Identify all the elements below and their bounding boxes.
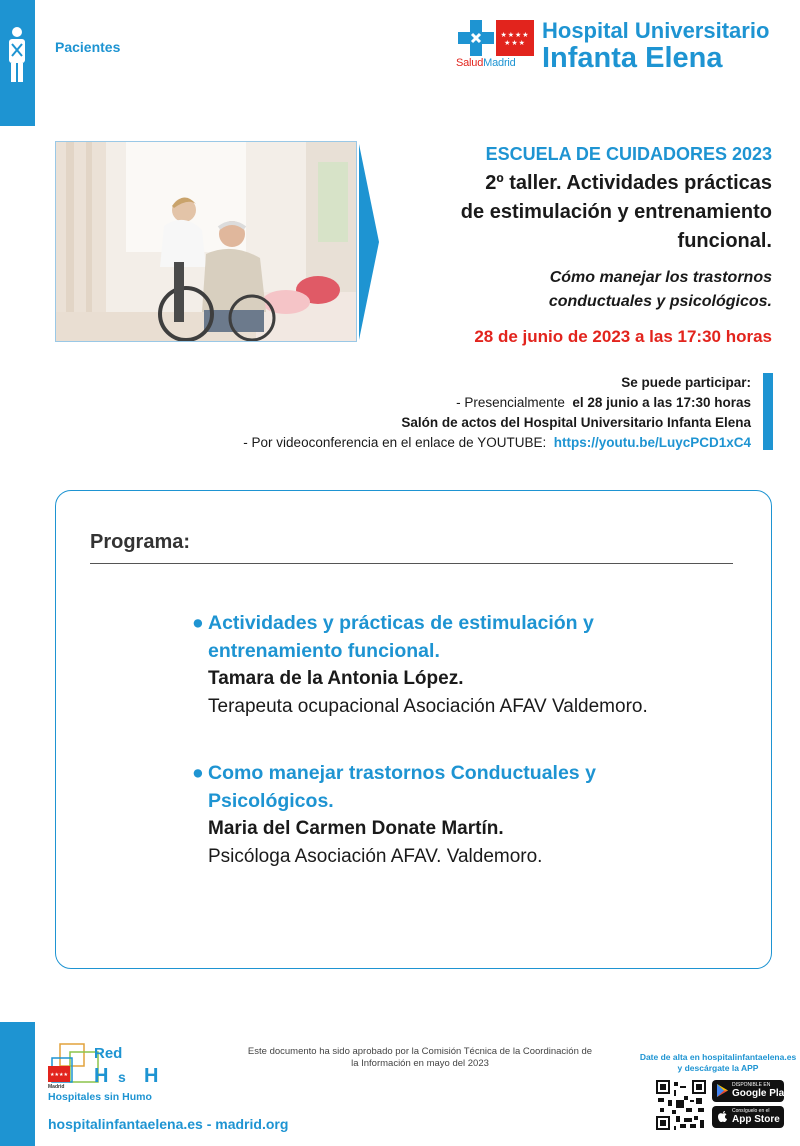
event-date: 28 de junio de 2023 a las 17:30 horas <box>474 327 772 346</box>
hsh-name-text: Hospitales sin Humo <box>48 1091 152 1103</box>
participation-heading: Se puede participar: <box>621 375 751 390</box>
workshop-subtitle <box>372 266 772 314</box>
workshop-title <box>372 169 772 256</box>
app-store-button[interactable]: Consíguelo en el App Store <box>712 1106 784 1128</box>
workshop-title-line3: funcional. <box>677 230 772 252</box>
approval-note: Este documento ha sido aprobado por la Comisión Técnica de la Coordinación de la Información en mayo del 2023 <box>247 1046 593 1069</box>
svg-text:★★★★: ★★★★ <box>50 1072 68 1078</box>
bullet-icon: ● <box>192 612 204 634</box>
app-signup-note: Date de alta en hospitalinfantaelena.es y descárgate la APP <box>639 1052 797 1073</box>
hsh-s-text: s <box>118 1069 126 1085</box>
hospital-name-line1: Hospital Universitario <box>542 18 770 43</box>
left-blue-strip-top <box>0 0 35 126</box>
school-title: ESCUELA DE CUIDADORES 2023 <box>485 144 772 164</box>
participation-info <box>111 373 751 453</box>
madrid-flag-icon: ★★★★ ★★★ <box>496 20 534 56</box>
footer-site-link[interactable]: hospitalinfantaelena.es - madrid.org <box>48 1116 289 1132</box>
hsh-red-text: Red <box>94 1045 123 1062</box>
video-line: - Por videoconferencia en el enlace de YOUTUBE: https://youtu.be/LuycPCD1xC4 <box>243 435 751 450</box>
program-item-title: ● Como manejar trastornos Conductuales y Psicológicos. <box>192 759 752 815</box>
hospitales-sin-humo-logo <box>46 1038 176 1108</box>
program-item <box>192 759 752 871</box>
program-item <box>192 609 752 721</box>
workshop-subtitle-line1: Cómo manejar los trastornos <box>549 269 772 286</box>
google-play-button[interactable]: DISPONIBLE EN Google Play <box>712 1080 784 1102</box>
program-box <box>55 490 772 969</box>
hospital-logo <box>456 14 776 74</box>
info-accent-bar <box>763 373 773 450</box>
program-divider <box>90 563 733 564</box>
hsh-h1-text: H <box>94 1065 109 1087</box>
patient-icon <box>4 26 30 84</box>
qr-code-icon[interactable] <box>656 1080 706 1130</box>
youtube-link[interactable]: https://youtu.be/LuycPCD1xC4 <box>553 435 751 450</box>
program-item-speaker: Maria del Carmen Donate Martín. <box>208 818 504 839</box>
inperson-line: - Presencialmente el 28 junio a las 17:30 horas <box>456 395 751 410</box>
venue-line: Salón de actos del Hospital Universitario Infanta Elena <box>401 415 751 430</box>
program-item-title: ● Actividades y prácticas de estimulación y entrenamiento funcional. <box>192 609 752 665</box>
program-title: Programa: <box>90 531 191 553</box>
salud-madrid-text: SaludMadrid <box>456 57 516 69</box>
caregiver-photo <box>55 141 357 342</box>
workshop-title-line1: 2º taller. Actividades prácticas <box>485 172 772 194</box>
salud-madrid-cross-icon <box>458 20 494 56</box>
hsh-madrid-text: Madrid <box>48 1084 65 1090</box>
program-item-speaker: Tamara de la Antonia López. <box>208 668 464 689</box>
google-play-icon <box>716 1084 729 1097</box>
section-label: Pacientes <box>55 39 121 55</box>
program-item-role: Terapeuta ocupacional Asociación AFAV Valdemoro. <box>208 696 648 717</box>
program-item-role: Psicóloga Asociación AFAV. Valdemoro. <box>208 846 543 867</box>
event-title-block <box>372 143 772 347</box>
workshop-subtitle-line2: conductuales y psicológicos. <box>548 293 772 310</box>
left-blue-strip-bottom <box>0 1022 35 1146</box>
apple-icon <box>716 1110 729 1123</box>
workshop-title-line2: de estimulación y entrenamiento <box>460 201 772 223</box>
bullet-icon: ● <box>192 762 204 784</box>
hospital-name-line2: Infanta Elena <box>542 42 723 74</box>
hsh-h2-text: H <box>144 1065 159 1087</box>
